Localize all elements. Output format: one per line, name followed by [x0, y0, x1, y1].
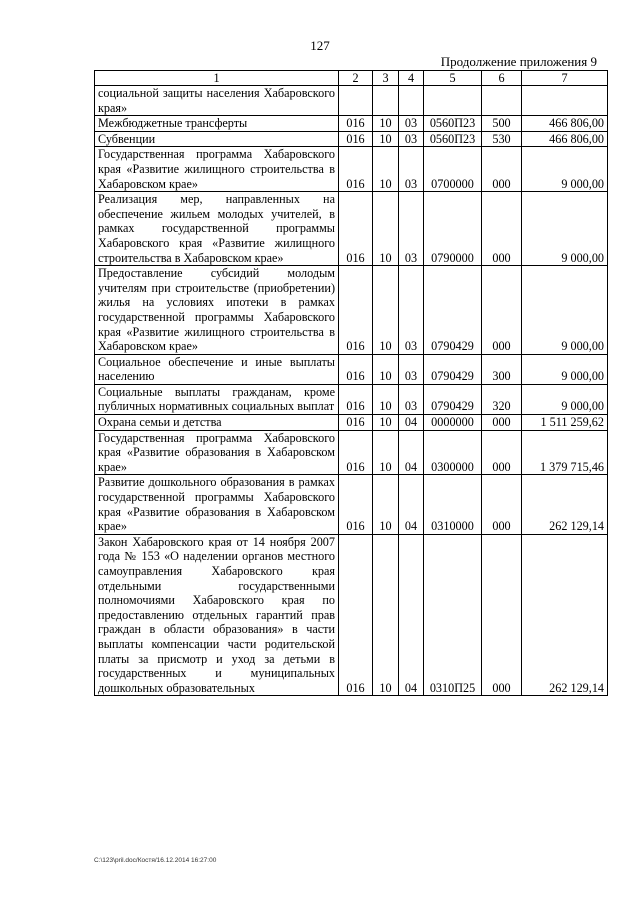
- target-article-code: 0560П23: [424, 131, 482, 147]
- expense-type-code: 530: [482, 131, 522, 147]
- amount: 1 379 715,46: [522, 430, 608, 475]
- ministry-code: 016: [339, 131, 373, 147]
- expense-type-code: 320: [482, 384, 522, 414]
- ministry-code: 016: [339, 534, 373, 696]
- item-name: социальной защиты населения Хабаровского края»: [95, 86, 339, 116]
- continuation-label: Продолжение приложения 9: [440, 54, 597, 69]
- column-header: 2: [339, 71, 373, 86]
- amount: 262 129,14: [522, 534, 608, 696]
- expense-type-code: 000: [482, 534, 522, 696]
- table-row: [95, 116, 608, 132]
- target-article-code: 0790429: [424, 384, 482, 414]
- table-header-row: [95, 71, 608, 86]
- expense-type-code: 000: [482, 192, 522, 266]
- subsection-code: 04: [399, 475, 424, 534]
- table-row: [95, 415, 608, 431]
- subsection-code: 03: [399, 131, 424, 147]
- column-header: 7: [522, 71, 608, 86]
- amount: 9 000,00: [522, 192, 608, 266]
- expense-type-code: 300: [482, 354, 522, 384]
- ministry-code: 016: [339, 266, 373, 355]
- column-header: 5: [424, 71, 482, 86]
- expense-type-code: 500: [482, 116, 522, 132]
- page-number: 127: [310, 38, 330, 53]
- amount: 466 806,00: [522, 131, 608, 147]
- amount: [522, 86, 608, 116]
- table-row: [95, 534, 608, 696]
- column-header: 1: [95, 71, 339, 86]
- target-article-code: 0700000: [424, 147, 482, 192]
- section-code: 10: [373, 131, 399, 147]
- item-name: Межбюджетные трансферты: [95, 116, 339, 132]
- target-article-code: 0310П25: [424, 534, 482, 696]
- subsection-code: [399, 86, 424, 116]
- table-row: [95, 86, 608, 116]
- item-name: Закон Хабаровского края от 14 ноября 2007 года № 153 «О наделении органов местного самоуправления Хабаровского края отдельными государственными полномочиями Хабаровского края по предоставлению отдельных гарантий прав граждан в области образования» в части выплаты компенсации части родительской платы за присмотр и уход за детьми в государственных и муниципальных дошкольных образовательных: [95, 534, 339, 696]
- subsection-code: 03: [399, 266, 424, 355]
- section-code: [373, 86, 399, 116]
- ministry-code: 016: [339, 430, 373, 475]
- subsection-code: 04: [399, 534, 424, 696]
- section-code: 10: [373, 147, 399, 192]
- section-code: 10: [373, 384, 399, 414]
- amount: 262 129,14: [522, 475, 608, 534]
- subsection-code: 04: [399, 415, 424, 431]
- column-header: 3: [373, 71, 399, 86]
- section-code: 10: [373, 534, 399, 696]
- subsection-code: 03: [399, 384, 424, 414]
- section-code: 10: [373, 192, 399, 266]
- item-name: Субвенции: [95, 131, 339, 147]
- section-code: 10: [373, 354, 399, 384]
- expense-type-code: 000: [482, 415, 522, 431]
- expense-type-code: [482, 86, 522, 116]
- subsection-code: 04: [399, 430, 424, 475]
- item-name: Предоставление субсидий молодым учителям при строительстве (приобретении) жилья на условиях ипотеки в рамках государственной программы Хабаровского края «Развитие жилищного строительства в Хабаровском крае»: [95, 266, 339, 355]
- section-code: 10: [373, 116, 399, 132]
- ministry-code: [339, 86, 373, 116]
- target-article-code: 0790000: [424, 192, 482, 266]
- column-header: 4: [399, 71, 424, 86]
- item-name: Государственная программа Хабаровского края «Развитие образования в Хабаровском крае»: [95, 430, 339, 475]
- subsection-code: 03: [399, 354, 424, 384]
- section-code: 10: [373, 430, 399, 475]
- table-row: [95, 147, 608, 192]
- ministry-code: 016: [339, 475, 373, 534]
- section-code: 10: [373, 415, 399, 431]
- target-article-code: 0000000: [424, 415, 482, 431]
- amount: 1 511 259,62: [522, 415, 608, 431]
- expense-type-code: 000: [482, 430, 522, 475]
- ministry-code: 016: [339, 354, 373, 384]
- target-article-code: [424, 86, 482, 116]
- ministry-code: 016: [339, 116, 373, 132]
- expense-type-code: 000: [482, 147, 522, 192]
- table-row: [95, 475, 608, 534]
- amount: 9 000,00: [522, 384, 608, 414]
- ministry-code: 016: [339, 384, 373, 414]
- target-article-code: 0790429: [424, 266, 482, 355]
- target-article-code: 0790429: [424, 354, 482, 384]
- ministry-code: 016: [339, 147, 373, 192]
- target-article-code: 0560П23: [424, 116, 482, 132]
- footer-file-path: C:\123\pril.doc/Костя/16.12.2014 16:27:00: [94, 857, 217, 864]
- table-row: [95, 430, 608, 475]
- subsection-code: 03: [399, 116, 424, 132]
- amount: 9 000,00: [522, 266, 608, 355]
- subsection-code: 03: [399, 147, 424, 192]
- target-article-code: 0300000: [424, 430, 482, 475]
- column-header: 6: [482, 71, 522, 86]
- expense-type-code: 000: [482, 266, 522, 355]
- table-row: [95, 384, 608, 414]
- item-name: Государственная программа Хабаровского края «Развитие жилищного строительства в Хабаровском крае»: [95, 147, 339, 192]
- table-row: [95, 266, 608, 355]
- section-code: 10: [373, 475, 399, 534]
- table-row: [95, 192, 608, 266]
- item-name: Охрана семьи и детства: [95, 415, 339, 431]
- target-article-code: 0310000: [424, 475, 482, 534]
- budget-table: [94, 70, 608, 696]
- item-name: Социальное обеспечение и иные выплаты населению: [95, 354, 339, 384]
- section-code: 10: [373, 266, 399, 355]
- item-name: Социальные выплаты гражданам, кроме публичных нормативных социальных выплат: [95, 384, 339, 414]
- table-row: [95, 131, 608, 147]
- ministry-code: 016: [339, 415, 373, 431]
- item-name: Реализация мер, направленных на обеспечение жильем молодых учителей, в рамках государственной программы Хабаровского края «Развитие жилищного строительства в Хабаровском крае»: [95, 192, 339, 266]
- expense-type-code: 000: [482, 475, 522, 534]
- table-row: [95, 354, 608, 384]
- amount: 9 000,00: [522, 354, 608, 384]
- ministry-code: 016: [339, 192, 373, 266]
- amount: 9 000,00: [522, 147, 608, 192]
- item-name: Развитие дошкольного образования в рамках государственной программы Хабаровского края «Развитие образования в Хабаровском крае»: [95, 475, 339, 534]
- amount: 466 806,00: [522, 116, 608, 132]
- subsection-code: 03: [399, 192, 424, 266]
